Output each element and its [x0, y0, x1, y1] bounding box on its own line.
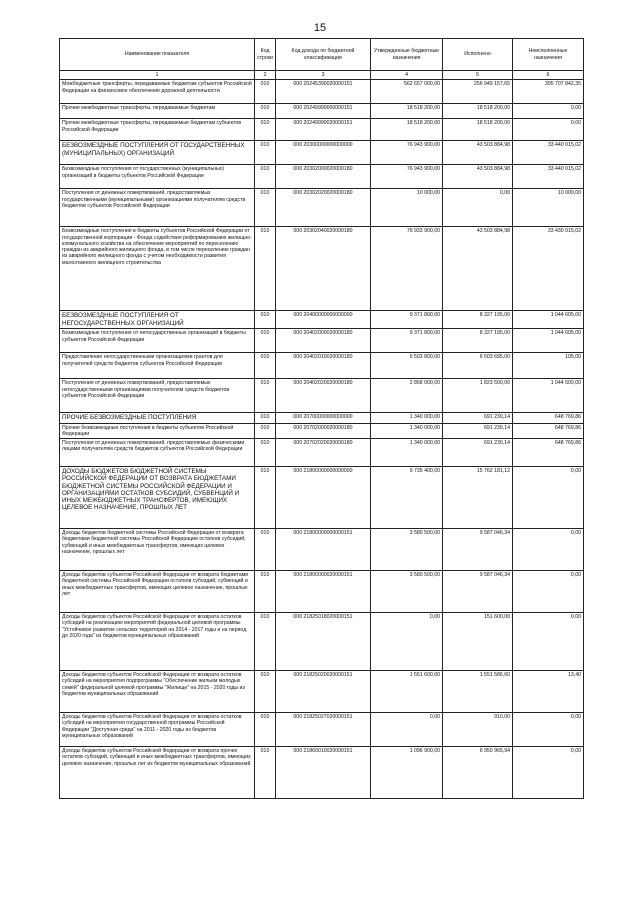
- line-code-cell: 010: [255, 529, 276, 571]
- approved-amount-cell: 3 580 500,00: [371, 529, 443, 571]
- executed-amount-cell: 691 230,14: [443, 413, 513, 423]
- income-code-cell: 000 21825020020000151: [276, 671, 371, 713]
- line-code-cell: 010: [255, 423, 276, 439]
- table-row: [60, 439, 584, 467]
- indicator-name-cell: Прочие межбюджетные трансферты, передаваемые бюджетам: [60, 104, 255, 119]
- executed-amount-cell: 151 600,00: [443, 613, 513, 671]
- approved-amount-cell: 9 371 800,00: [371, 311, 443, 329]
- unexecuted-amount-cell: 0,00: [513, 104, 584, 119]
- header-indicator-name: Наименование показателя: [60, 39, 255, 71]
- line-code-cell: 010: [255, 141, 276, 165]
- header-line-code: Код строки: [255, 39, 276, 71]
- income-code-cell: 000 20400000000000000: [276, 311, 371, 329]
- indicator-name-cell: Доходы бюджетов субъектов Российской Федерации от возврата бюджетами бюджетной системы Российской Федерации остатков субсидий, субвенций и иных межбюджетных трансфертов, имеющих целевое назначение, прошлых лет: [60, 571, 255, 613]
- approved-amount-cell: 9 735 400,00: [371, 467, 443, 529]
- table-row: [60, 353, 584, 379]
- approved-amount-cell: 3 580 500,00: [371, 571, 443, 613]
- approved-amount-cell: 0,00: [371, 613, 443, 671]
- table-row: [60, 571, 584, 613]
- column-number: 3: [276, 71, 371, 80]
- line-code-cell: 010: [255, 747, 276, 799]
- indicator-name-cell: Доходы бюджетов субъектов Российской Федерации от возврата остатков субсидий на реализацию мероприятий федеральной целевой программы "Устойчивое развитие сельских территорий на 2014 - 2017 годы и на период до 2020 года" из бюджетов муниципальных образований: [60, 613, 255, 671]
- executed-amount-cell: 43 503 884,98: [443, 227, 513, 311]
- executed-amount-cell: 18 518 200,00: [443, 104, 513, 119]
- approved-amount-cell: 18 518 200,00: [371, 104, 443, 119]
- approved-amount-cell: 6 503 800,00: [371, 353, 443, 379]
- indicator-name-cell: Безвозмездные поступления в бюджеты субъектов Российской Федерации от государственной корпорации - Фонда содействия реформированию жилищно-коммунального хозяйства на обеспечение мероприятий по переселению граждан из аварийного жилищного фонда, в том числе переселению граждан из аварийного жилищного фонда с учетом необходимости развития малоэтажного жилищного строительства: [60, 227, 255, 311]
- header-approved: Утвержденные бюджетные назначения: [371, 39, 443, 71]
- approved-amount-cell: 1 551 600,00: [371, 671, 443, 713]
- executed-amount-cell: 8 327 195,00: [443, 311, 513, 329]
- unexecuted-amount-cell: 0,00: [513, 119, 584, 141]
- table-row: [60, 423, 584, 439]
- executed-amount-cell: 6 503 695,00: [443, 353, 513, 379]
- indicator-name-cell: Поступления от денежных пожертвований, предоставляемых государственными (муниципальными) организациями получателям средств бюджетов субъектов Российской Федерации: [60, 189, 255, 227]
- column-number: 6: [513, 71, 584, 80]
- approved-amount-cell: 562 657 000,00: [371, 80, 443, 104]
- indicator-name-cell: Прочие межбюджетные трансферты, передаваемые бюджетам субъектов Российской Федерации: [60, 119, 255, 141]
- executed-amount-cell: 1 823 500,00: [443, 379, 513, 413]
- indicator-name-cell: Доходы бюджетов бюджетной системы Российской Федерации от возврата бюджетами бюджетной системы Российской Федерации остатков субсидий, субвенций и иных межбюджетных трансфертов, имеющих целевое назначение, прошлых лет: [60, 529, 255, 571]
- table-row: [60, 189, 584, 227]
- income-code-cell: 000 20300000000000000: [276, 141, 371, 165]
- approved-amount-cell: 2 868 000,00: [371, 379, 443, 413]
- line-code-cell: 010: [255, 571, 276, 613]
- executed-amount-cell: 8 327 195,00: [443, 329, 513, 353]
- income-code-cell: 000 20700000000000000: [276, 413, 371, 423]
- line-code-cell: 010: [255, 439, 276, 467]
- table-row: [60, 467, 584, 529]
- unexecuted-amount-cell: 305 707 842,35: [513, 80, 584, 104]
- executed-amount-cell: 910,00: [443, 713, 513, 747]
- indicator-name-cell: Безвозмездные поступления от негосударственных организаций в бюджеты субъектов Российской Федерации: [60, 329, 255, 353]
- table-row: [60, 671, 584, 713]
- table-row: [60, 413, 584, 423]
- column-number: 2: [255, 71, 276, 80]
- income-code-cell: 000 20402020020000180: [276, 379, 371, 413]
- header-unexecuted: Неисполненные назначения: [513, 39, 584, 71]
- income-code-cell: 000 20249990000000151: [276, 104, 371, 119]
- unexecuted-amount-cell: 1 044 605,00: [513, 311, 584, 329]
- unexecuted-amount-cell: 0,00: [513, 713, 584, 747]
- executed-amount-cell: 9 587 046,34: [443, 529, 513, 571]
- indicator-name-cell: Поступления от денежных пожертвований, предоставляемых негосударственными организациями получателям средств бюджетов субъектов Российской Федерации: [60, 379, 255, 413]
- column-number: 4: [371, 71, 443, 80]
- table-row: [60, 104, 584, 119]
- income-report-table: [59, 38, 584, 799]
- indicator-name-cell: Доходы бюджетов субъектов Российской Федерации от возврата прочих остатков субсидий, субвенций и иных межбюджетных трансфертов, имеющих целевое назначение, прошлых лет из бюджетов муниципальных образований: [60, 747, 255, 799]
- unexecuted-amount-cell: 0,00: [513, 613, 584, 671]
- executed-amount-cell: 6 950 965,94: [443, 747, 513, 799]
- table-row: [60, 329, 584, 353]
- table-row: [60, 713, 584, 747]
- approved-amount-cell: 76 933 900,00: [371, 227, 443, 311]
- income-code-cell: 000 21825027020000151: [276, 713, 371, 747]
- unexecuted-amount-cell: 1 044 500,00: [513, 379, 584, 413]
- approved-amount-cell: 76 943 900,00: [371, 141, 443, 165]
- income-code-cell: 000 20302000020000180: [276, 165, 371, 189]
- table-row: [60, 141, 584, 165]
- line-code-cell: 010: [255, 671, 276, 713]
- table-row: [60, 379, 584, 413]
- line-code-cell: 010: [255, 189, 276, 227]
- table-row: [60, 227, 584, 311]
- executed-amount-cell: 1 551 586,60: [443, 671, 513, 713]
- income-code-cell: 000 20702000020000180: [276, 423, 371, 439]
- line-code-cell: 010: [255, 329, 276, 353]
- table-row: [60, 311, 584, 329]
- income-code-cell: 000 21800000000000000: [276, 467, 371, 529]
- unexecuted-amount-cell: 0,00: [513, 747, 584, 799]
- line-code-cell: 010: [255, 311, 276, 329]
- approved-amount-cell: 18 518 200,00: [371, 119, 443, 141]
- indicator-name-cell: БЕЗВОЗМЕЗДНЫЕ ПОСТУПЛЕНИЯ ОТ ГОСУДАРСТВЕННЫХ (МУНИЦИПАЛЬНЫХ) ОРГАНИЗАЦИЙ: [60, 141, 255, 165]
- table-row: [60, 747, 584, 799]
- unexecuted-amount-cell: 0,00: [513, 571, 584, 613]
- unexecuted-amount-cell: 0,00: [513, 529, 584, 571]
- executed-amount-cell: 9 587 046,34: [443, 571, 513, 613]
- indicator-name-cell: ПРОЧИЕ БЕЗВОЗМЕЗДНЫЕ ПОСТУПЛЕНИЯ: [60, 413, 255, 423]
- unexecuted-amount-cell: 10 000,00: [513, 189, 584, 227]
- table-row: [60, 119, 584, 141]
- column-number: 1: [60, 71, 255, 80]
- income-code-cell: 000 20402010020000180: [276, 353, 371, 379]
- line-code-cell: 010: [255, 80, 276, 104]
- page-number: 15: [313, 22, 327, 34]
- income-code-cell: 000 21800000000000151: [276, 529, 371, 571]
- approved-amount-cell: 1 340 000,00: [371, 439, 443, 467]
- executed-amount-cell: 43 503 884,98: [443, 141, 513, 165]
- unexecuted-amount-cell: 105,00: [513, 353, 584, 379]
- executed-amount-cell: 691 230,14: [443, 423, 513, 439]
- executed-amount-cell: 18 518 200,00: [443, 119, 513, 141]
- income-code-cell: 000 20402000020000180: [276, 329, 371, 353]
- indicator-name-cell: Предоставление негосударственными организациями грантов для получателей средств бюджетов субъектов Российской Федерации: [60, 353, 255, 379]
- table-row: [60, 529, 584, 571]
- unexecuted-amount-cell: 33 430 015,02: [513, 227, 584, 311]
- approved-amount-cell: 1 340 000,00: [371, 423, 443, 439]
- indicator-name-cell: Безвозмездные поступления от государственных (муниципальных) организаций в бюджеты субъектов Российской Федерации: [60, 165, 255, 189]
- executed-amount-cell: 256 949 157,65: [443, 80, 513, 104]
- header-executed: Исполнено: [443, 39, 513, 71]
- unexecuted-amount-cell: 0,00: [513, 467, 584, 529]
- executed-amount-cell: 0,00: [443, 189, 513, 227]
- income-code-cell: 000 21825018020000151: [276, 613, 371, 671]
- table-row: [60, 613, 584, 671]
- line-code-cell: 010: [255, 104, 276, 119]
- income-code-cell: 000 20249990020000151: [276, 119, 371, 141]
- approved-amount-cell: 1 096 900,00: [371, 747, 443, 799]
- line-code-cell: 010: [255, 613, 276, 671]
- approved-amount-cell: 9 371 800,00: [371, 329, 443, 353]
- income-code-cell: 000 20302040020000180: [276, 227, 371, 311]
- table-row: [60, 80, 584, 104]
- indicator-name-cell: БЕЗВОЗМЕЗДНЫЕ ПОСТУПЛЕНИЯ ОТ НЕГОСУДАРСТВЕННЫХ ОРГАНИЗАЦИЙ: [60, 311, 255, 329]
- line-code-cell: 010: [255, 413, 276, 423]
- unexecuted-amount-cell: 13,40: [513, 671, 584, 713]
- indicator-name-cell: Доходы бюджетов субъектов Российской Федерации от возврата остатков субсидий на мероприятия подпрограммы "Обеспечение жильем молодых семей" федеральной целевой программы "Жилище" на 2015 - 2020 годы из бюджетов муниципальных образований: [60, 671, 255, 713]
- line-code-cell: 010: [255, 165, 276, 189]
- header-income-code: Код дохода по бюджетной классификации: [276, 39, 371, 71]
- line-code-cell: 010: [255, 379, 276, 413]
- line-code-cell: 010: [255, 227, 276, 311]
- unexecuted-amount-cell: 33 440 015,02: [513, 141, 584, 165]
- income-code-cell: 000 21860010020000151: [276, 747, 371, 799]
- unexecuted-amount-cell: 648 769,86: [513, 413, 584, 423]
- unexecuted-amount-cell: 1 044 605,00: [513, 329, 584, 353]
- column-number: 5: [443, 71, 513, 80]
- income-code-cell: 000 21800000020000151: [276, 571, 371, 613]
- executed-amount-cell: 15 762 181,12: [443, 467, 513, 529]
- income-code-cell: 000 20702020020000180: [276, 439, 371, 467]
- approved-amount-cell: 0,00: [371, 713, 443, 747]
- line-code-cell: 010: [255, 713, 276, 747]
- approved-amount-cell: 1 340 000,00: [371, 413, 443, 423]
- indicator-name-cell: Доходы бюджетов субъектов Российской Федерации от возврата остатков субсидий на мероприятия государственной программы Российской Федерации "Доступная среда" на 2011 - 2020 годы из бюджетов муниципальных образований: [60, 713, 255, 747]
- executed-amount-cell: 43 503 884,98: [443, 165, 513, 189]
- line-code-cell: 010: [255, 353, 276, 379]
- income-code-cell: 000 20245390020000151: [276, 80, 371, 104]
- line-code-cell: 010: [255, 119, 276, 141]
- approved-amount-cell: 10 000,00: [371, 189, 443, 227]
- indicator-name-cell: Прочие безвозмездные поступления в бюджеты субъектов Российской Федерации: [60, 423, 255, 439]
- unexecuted-amount-cell: 648 769,86: [513, 439, 584, 467]
- unexecuted-amount-cell: 33 440 015,02: [513, 165, 584, 189]
- indicator-name-cell: Поступления от денежных пожертвований, предоставляемых физическими лицами получателям средств бюджетов субъектов Российской Федерации: [60, 439, 255, 467]
- unexecuted-amount-cell: 648 769,86: [513, 423, 584, 439]
- approved-amount-cell: 76 943 900,00: [371, 165, 443, 189]
- indicator-name-cell: Межбюджетные трансферты, передаваемые бюджетам субъектов Российской Федерации на финансовое обеспечение дорожной деятельности: [60, 80, 255, 104]
- executed-amount-cell: 691 230,14: [443, 439, 513, 467]
- table-row: [60, 165, 584, 189]
- indicator-name-cell: ДОХОДЫ БЮДЖЕТОВ БЮДЖЕТНОЙ СИСТЕМЫ РОССИЙСКОЙ ФЕДЕРАЦИИ ОТ ВОЗВРАТА БЮДЖЕТАМИ БЮДЖЕТНОЙ СИСТЕМЫ РОССИЙСКОЙ ФЕДЕРАЦИИ И ОРГАНИЗАЦИЯМИ ОСТАТКОВ СУБСИДИЙ, СУБВЕНЦИЙ И ИНЫХ МЕЖБЮДЖЕТНЫХ ТРАНСФЕРТОВ, ИМЕЮЩИХ ЦЕЛЕВОЕ НАЗНАЧЕНИЕ, ПРОШЛЫХ ЛЕТ: [60, 467, 255, 529]
- income-code-cell: 000 20302020020000180: [276, 189, 371, 227]
- line-code-cell: 010: [255, 467, 276, 529]
